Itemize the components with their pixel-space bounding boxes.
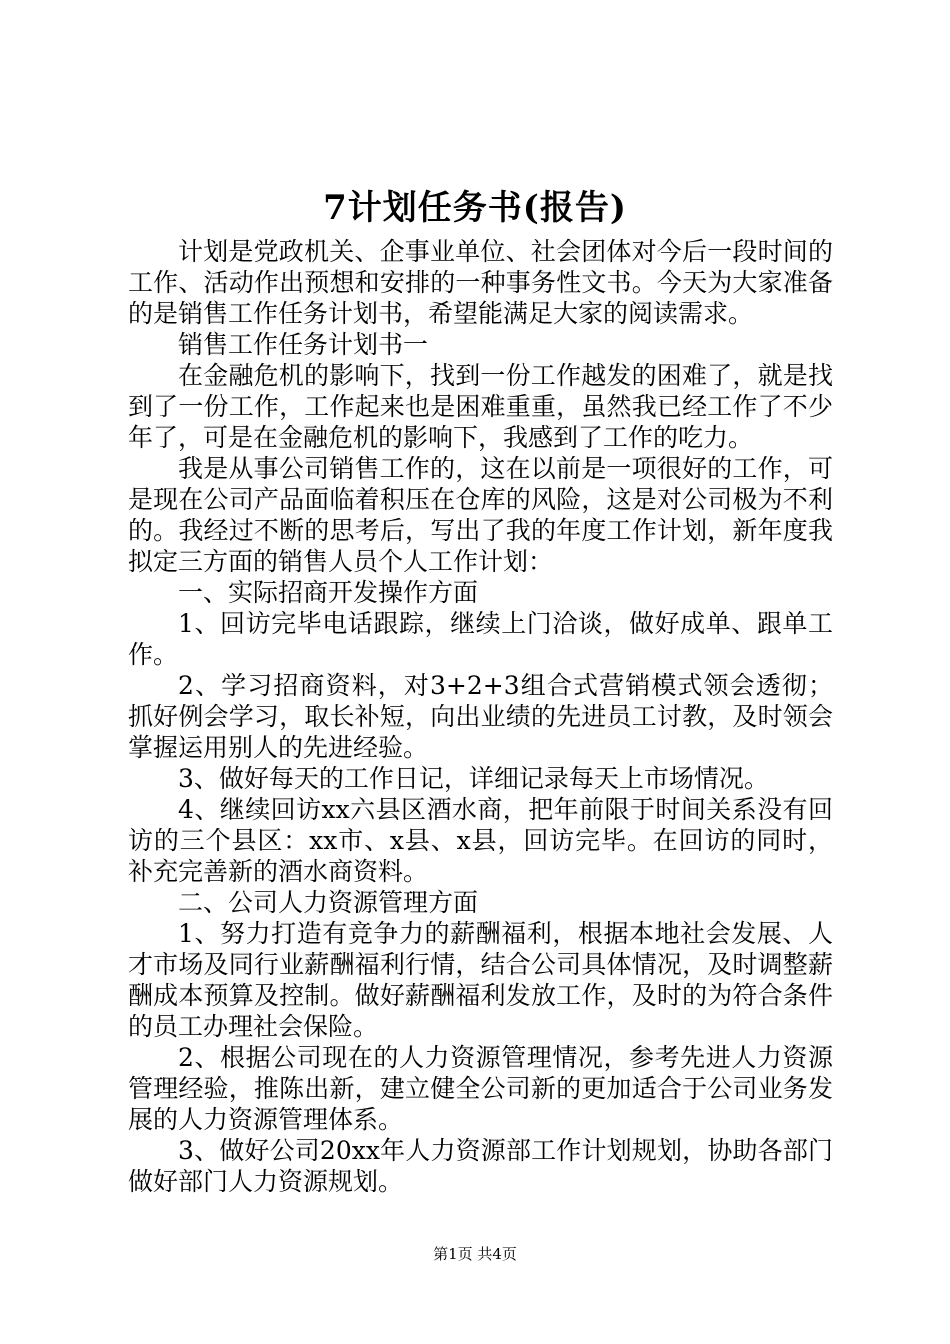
paragraph: 我是从事公司销售工作的，这在以前是一项很好的工作，可是现在公司产品面临着积压在仓库的风险，这是对公司极为不利的。我经过不断的思考后，写出了我的年度工作计划，新年度我拟定三方面的销售人员个人工作计划： [128,454,833,576]
document-body [128,236,833,1197]
list-item: 2、学习招商资料，对3+2+3组合式营销模式领会透彻；抓好例会学习，取长补短，向出业绩的先进员工讨教，及时领会掌握运用别人的先进经验。 [128,671,833,762]
subsection-heading: 二、公司人力资源管理方面 [178,888,479,917]
section-heading: 销售工作任务计划书一 [178,330,429,359]
list-item: 2、根据公司现在的人力资源管理情况，参考先进人力资源管理经验，推陈出新，建立健全公司新的更加适合于公司业务发展的人力资源管理体系。 [128,1043,833,1134]
list-item: 3、做好公司20xx年人力资源部工作计划规划，协助各部门做好部门人力资源规划。 [128,1136,833,1196]
list-item: 3、做好每天的工作日记，详细记录每天上市场情况。 [178,764,769,793]
list-item: 4、继续回访xx六县区酒水商，把年前限于时间关系没有回访的三个县区：xx市、x县、x县，回访完毕。在回访的同时，补充完善新的酒水商资料。 [128,795,833,886]
paragraph: 在金融危机的影响下，找到一份工作越发的困难了，就是找到了一份工作，工作起来也是困难重重，虽然我已经工作了不少年了，可是在金融危机的影响下，我感到了工作的吃力。 [128,361,833,452]
page-number: 第1页 共4页 [433,1245,517,1263]
list-item: 1、回访完毕电话跟踪，继续上门洽谈，做好成单、跟单工作。 [128,609,833,669]
subsection-heading: 一、实际招商开发操作方面 [178,578,479,607]
list-item: 1、努力打造有竞争力的薪酬福利，根据本地社会发展、人才市场及同行业薪酬福利行情，结合公司具体情况，及时调整薪酬成本预算及控制。做好薪酬福利发放工作，及时的为符合条件的员工办理社会保险。 [128,919,833,1041]
document-title: 7计划任务书(报告) [323,188,627,228]
paragraph-intro: 计划是党政机关、企事业单位、社会团体对今后一段时间的工作、活动作出预想和安排的一种事务性文书。今天为大家准备的是销售工作任务计划书，希望能满足大家的阅读需求。 [128,237,833,328]
